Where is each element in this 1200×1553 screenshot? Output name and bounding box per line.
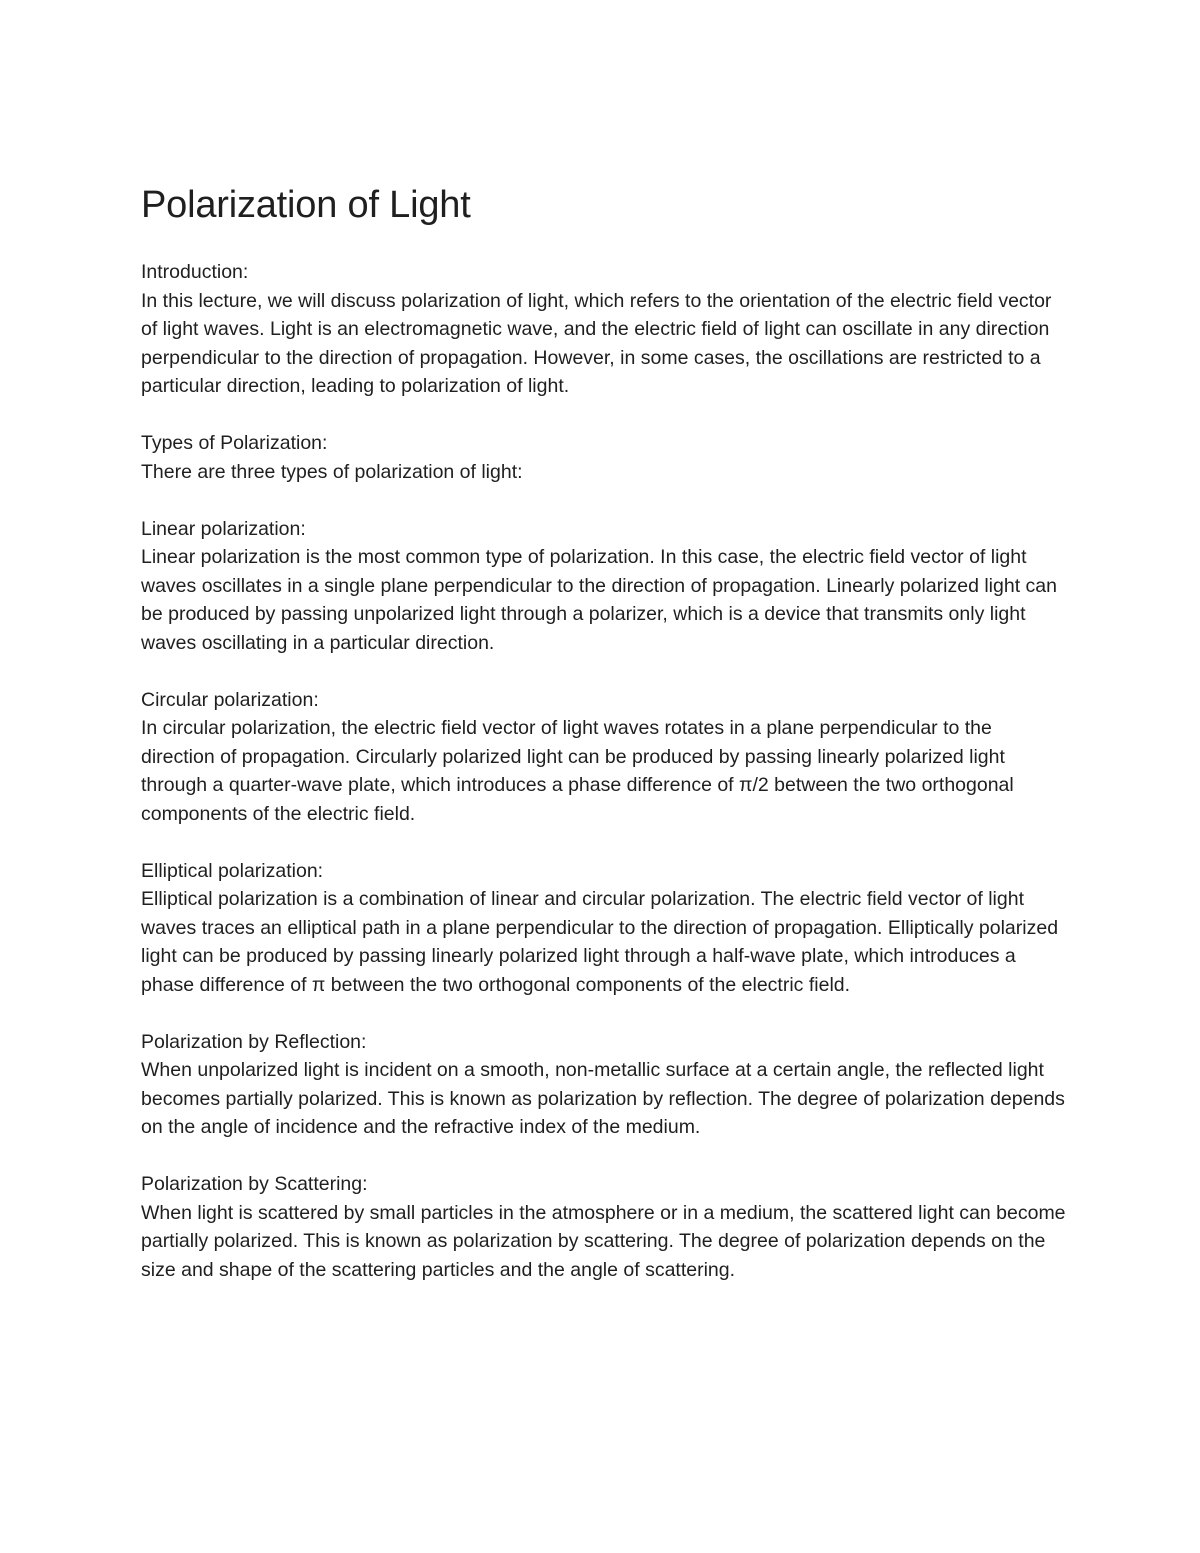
section-linear-polarization [141, 515, 1066, 658]
section-body: Elliptical polarization is a combination of linear and circular polarization. The electric field vector of light waves traces an elliptical path in a plane perpendicular to the direction of propagation. Elliptically polarized light can be produced by passing linearly polarized light through a half-wave plate, which introduces a phase difference of π between the two orthogonal components of the electric field. [141, 888, 1059, 996]
section-heading: Introduction: [141, 261, 249, 283]
section-polarization-by-reflection [141, 1028, 1066, 1142]
section-body: When unpolarized light is incident on a smooth, non-metallic surface at a certain angle, the reflected light becomes partially polarized. This is known as polarization by reflection. The degree of polarization depends on the angle of incidence and the refractive index of the medium. [141, 1059, 1065, 1138]
section-heading: Elliptical polarization: [141, 859, 324, 882]
section-body: In this lecture, we will discuss polarization of light, which refers to the orientation of the electric field vector of light waves. Light is an electromagnetic wave, and the electric field of light can oscillate in any direction perpendicular to the direction of propagation. However, in some cases, the oscillations are restricted to a particular direction, leading to polarization of light. [141, 289, 1052, 397]
section-body: There are three types of polarization of light: [141, 460, 523, 483]
section-heading: Linear polarization: [141, 517, 306, 540]
section-heading: Circular polarization: [141, 688, 319, 711]
section-heading: Types of Polarization: [141, 432, 328, 454]
section-body: When light is scattered by small particles in the atmosphere or in a medium, the scattered light can become partially polarized. This is known as polarization by scattering. The degree of polarization depends on the size and shape of the scattering particles and the angle of scattering. [141, 1201, 1066, 1281]
section-introduction [141, 258, 1066, 401]
section-body: Linear polarization is the most common type of polarization. In this case, the electric field vector of light waves oscillates in a single plane perpendicular to the direction of propagation. Linearly polarized light can be produced by passing unpolarized light through a polarizer, which is a device that transmits only light waves oscillating in a particular direction. [141, 546, 1057, 654]
section-circular-polarization [141, 686, 1066, 829]
section-heading: Polarization by Reflection: [141, 1030, 367, 1053]
section-elliptical-polarization [141, 857, 1066, 1000]
section-body: In circular polarization, the electric field vector of light waves rotates in a plane perpendicular to the direction of propagation. Circularly polarized light can be produced by passing linearly polarized light through a quarter-wave plate, which introduces a phase difference of π/2 between the two orthogonal components of the electric field. [141, 717, 1014, 825]
section-heading: Polarization by Scattering: [141, 1173, 368, 1195]
section-types-of-polarization [141, 429, 1066, 486]
section-polarization-by-scattering [141, 1170, 1066, 1284]
page-title: Polarization of Light [141, 184, 471, 226]
document-content [141, 182, 1066, 1313]
